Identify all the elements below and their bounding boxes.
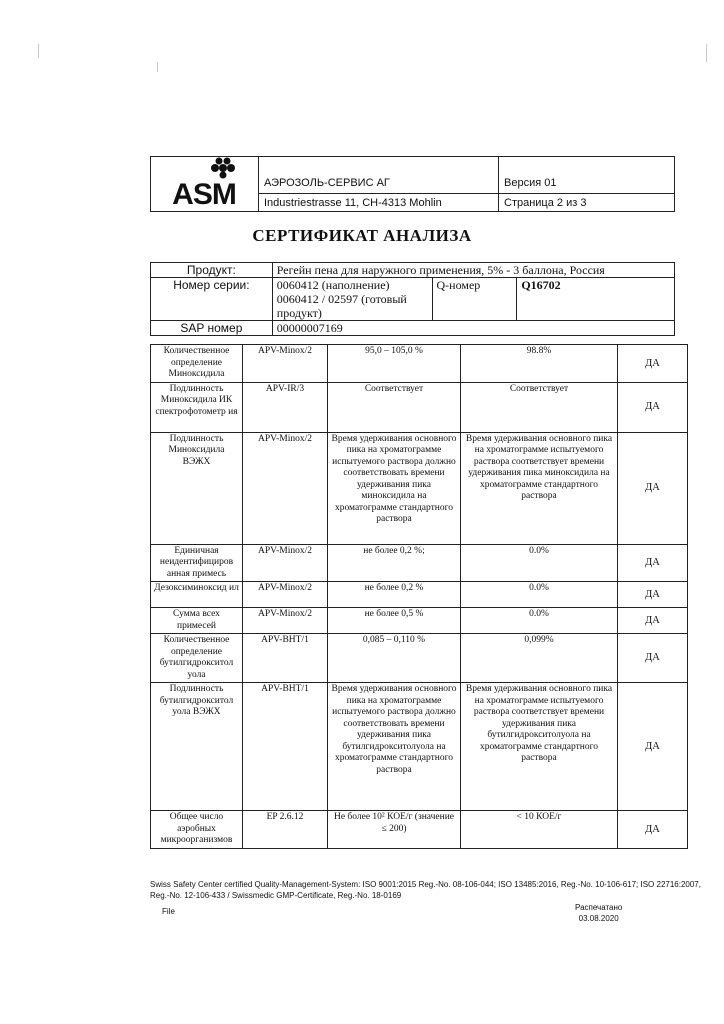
test-name: Количественное определение Миноксидила	[151, 345, 243, 383]
conformity-mark: ДА	[618, 382, 688, 432]
test-method: APV-Minox/2	[243, 582, 328, 608]
printed-stamp	[575, 902, 622, 924]
test-specification: не более 0,2 %;	[328, 544, 461, 582]
test-method: APV-BHT/1	[243, 683, 328, 811]
test-specification: 0,085 – 0,110 %	[328, 634, 461, 683]
test-name: Сумма всех примесей	[151, 608, 243, 634]
result-row	[151, 634, 688, 683]
test-specification: Время удерживания основного пика на хроматограмме испытуемого раствора должно соответствовать времени удерживания пика бутилгидрокситолуола на хроматограмме стандартного раствора	[328, 683, 461, 811]
test-result: 0.0%	[461, 544, 618, 582]
result-row	[151, 432, 688, 544]
test-name: Дезоксиминоксид ил	[151, 582, 243, 608]
test-method: EP 2.6.12	[243, 811, 328, 849]
batch-value	[272, 278, 432, 321]
scan-artifact	[706, 44, 707, 62]
conformity-mark: ДА	[618, 582, 688, 608]
q-number-label: Q-номер	[432, 278, 517, 321]
test-specification: Соответствует	[328, 382, 461, 432]
page-number: Страница 2 из 3	[504, 197, 587, 209]
results-table	[150, 344, 688, 849]
test-result: 0.0%	[461, 582, 618, 608]
q-number-value: Q16702	[517, 278, 675, 321]
test-result: 0,099%	[461, 634, 618, 683]
test-result: < 10 КОЕ/г	[461, 811, 618, 849]
test-method: APV-Minox/2	[243, 608, 328, 634]
test-method: APV-Minox/2	[243, 432, 328, 544]
conformity-mark: ДА	[618, 544, 688, 582]
conformity-mark: ДА	[618, 634, 688, 683]
result-row	[151, 811, 688, 849]
test-name: Подлинность Миноксидила ИК спектрофотометр ия	[151, 382, 243, 432]
test-name: Подлинность Миноксидила ВЭЖХ	[151, 432, 243, 544]
printed-label: Распечатано	[575, 903, 623, 912]
file-label: File	[162, 907, 175, 916]
test-name: Общее число аэробных микроорганизмов	[151, 811, 243, 849]
conformity-mark: ДА	[618, 811, 688, 849]
test-result: 0.0%	[461, 608, 618, 634]
test-specification: Не более 10² КОЕ/г (значение ≤ 200)	[328, 811, 461, 849]
batch-line-1: 0060412 (наполнение)	[276, 278, 390, 292]
test-name: Единичная неидентифициров анная примесь	[151, 544, 243, 582]
printed-date: 03.08.2020	[578, 914, 619, 923]
conformity-mark: ДА	[618, 345, 688, 383]
result-row	[151, 582, 688, 608]
scan-artifact	[157, 62, 158, 72]
result-row	[151, 382, 688, 432]
document-header	[150, 156, 675, 212]
product-info-table	[150, 262, 675, 336]
conformity-mark: ДА	[618, 432, 688, 544]
conformity-mark: ДА	[618, 683, 688, 811]
result-row	[151, 544, 688, 582]
test-result: 98.8%	[461, 345, 618, 383]
test-specification: 95,0 – 105,0 %	[328, 345, 461, 383]
result-row	[151, 683, 688, 811]
certification-footer: Swiss Safety Center certified Quality-Management-System: ISO 9001:2015 Reg.-No. 08-106-044; ISO 13485:2016, Reg.-No. 10-106-617; ISO 22716:2007, Reg.-No. 12-106-433 / Swissmedic GMP-Certificate, Reg.-No. 18-0169	[150, 880, 701, 900]
company-logo	[151, 157, 259, 211]
company-name: АЭРОЗОЛЬ-СЕРВИС АГ	[264, 177, 390, 189]
test-method: APV-BHT/1	[243, 634, 328, 683]
company-info	[258, 157, 499, 211]
test-method: APV-Minox/2	[243, 544, 328, 582]
document-title: СЕРТИФИКАТ АНАЛИЗА	[252, 226, 472, 245]
logo-text: ASM	[172, 178, 236, 211]
sap-value: 00000007169	[272, 321, 674, 336]
product-label: Продукт:	[151, 263, 273, 278]
test-specification: Время удерживания основного пика на хроматограмме испытуемого раствора должно соответствовать времени удерживания пика миноксидила на хроматограмме стандартного раствора	[328, 432, 461, 544]
test-result: Соответствует	[461, 382, 618, 432]
batch-label: Номер серии:	[151, 278, 273, 321]
test-result: Время удерживания основного пика на хроматограмме испытуемого раствора соответствует времени удерживания пика бутилгидрокситолуола на хроматограмме стандартного раствора	[461, 683, 618, 811]
test-name: Подлинность бутилгидрокситол уола ВЭЖХ	[151, 683, 243, 811]
test-result: Время удерживания основного пика на хроматограмме испытуемого раствора соответствует времени удерживания пика миноксидила на хроматограмме стандартного раствора	[461, 432, 618, 544]
document-meta	[498, 157, 674, 211]
test-name: Количественное определение бутилгидрокситол уола	[151, 634, 243, 683]
test-method: APV-Minox/2	[243, 345, 328, 383]
test-method: APV-IR/3	[243, 382, 328, 432]
result-row	[151, 608, 688, 634]
sap-label: SAP номер	[151, 321, 273, 336]
company-address: Industriestrasse 11, CH-4313 Mohlin	[264, 197, 442, 209]
version-label: Версия 01	[504, 177, 557, 189]
asm-logo-icon	[151, 157, 258, 211]
result-row	[151, 345, 688, 383]
product-value: Регейн пена для наружного применения, 5% - 3 баллона, Россия	[272, 263, 674, 278]
test-specification: не более 0,2 %	[328, 582, 461, 608]
conformity-mark: ДА	[618, 608, 688, 634]
scan-artifact	[38, 44, 39, 58]
test-specification: не более 0,5 %	[328, 608, 461, 634]
batch-line-2: 0060412 / 02597 (готовый продукт)	[276, 292, 407, 320]
